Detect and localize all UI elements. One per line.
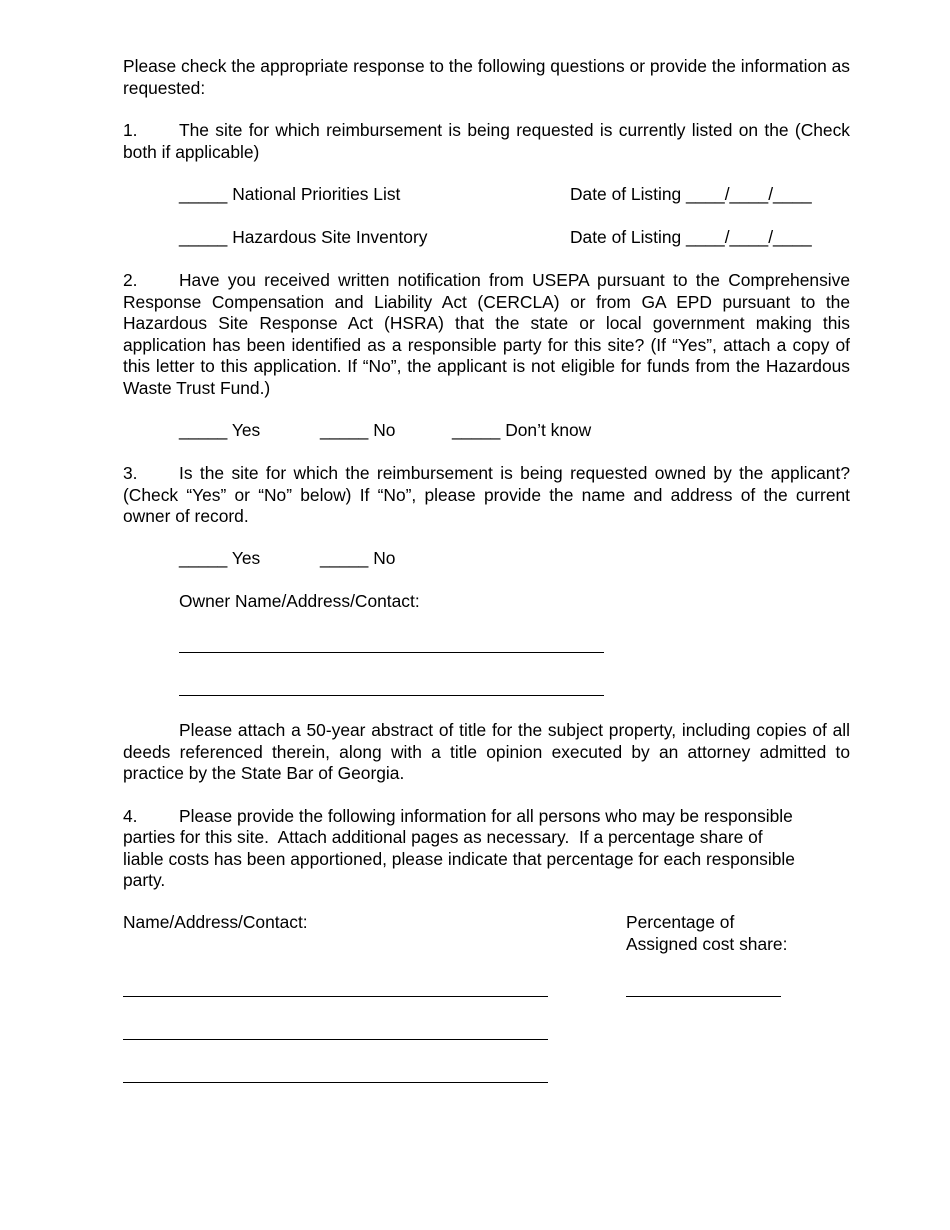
question-1-number: 1. — [123, 120, 138, 140]
question-1-text: The site for which reimbursement is being requested is currently listed on the (Check both if applicable) — [123, 120, 850, 162]
npl-date-field[interactable]: Date of Listing ____/____/____ — [570, 184, 812, 204]
question-1 — [123, 120, 850, 163]
npl-checkbox-line[interactable]: _____ National Priorities List — [179, 184, 401, 204]
name-address-label: Name/Address/Contact: — [123, 912, 308, 932]
percentage-label-1: Percentage of — [626, 912, 735, 932]
hsi-date-field[interactable]: Date of Listing ____/____/____ — [570, 227, 812, 247]
question-3 — [123, 463, 850, 528]
q2-dont-know-option[interactable]: _____ Don’t know — [452, 420, 592, 440]
question-3-text: Is the site for which the reimbursement is being requested owned by the applicant? (Check “Yes” or “No” below) If “No”, please provide the name and address of the current owner of record. — [123, 463, 850, 526]
hsi-checkbox-line[interactable]: _____ Hazardous Site Inventory — [179, 227, 428, 247]
responsible-party-line-1[interactable] — [123, 996, 548, 997]
responsible-party-line-2[interactable] — [123, 1039, 548, 1040]
question-4-line-3: liable costs has been apportioned, please indicate that percentage for each responsible — [123, 849, 795, 869]
percentage-label-2: Assigned cost share: — [626, 934, 788, 954]
q3-yes-option[interactable]: _____ Yes — [179, 548, 261, 568]
cost-share-line-1[interactable] — [626, 996, 781, 997]
question-4-line-1: 4. Please provide the following information for all persons who may be responsible — [123, 806, 793, 826]
title-abstract-note — [123, 720, 850, 785]
question-2 — [123, 270, 850, 399]
question-3-number: 3. — [123, 463, 138, 483]
question-4-line-2: parties for this site. Attach additional pages as necessary. If a percentage share of — [123, 827, 763, 847]
q3-no-option[interactable]: _____ No — [320, 548, 396, 568]
owner-label: Owner Name/Address/Contact: — [179, 591, 420, 611]
q2-yes-option[interactable]: _____ Yes — [179, 420, 261, 440]
owner-line-2[interactable] — [179, 695, 604, 696]
q2-no-option[interactable]: _____ No — [320, 420, 396, 440]
question-2-number: 2. — [123, 270, 138, 290]
title-abstract-text: Please attach a 50-year abstract of title for the subject property, including copies of all deeds referenced therein, along with a title opinion executed by an attorney admitted to practice by the State Bar of Georgia. — [123, 720, 850, 783]
responsible-party-line-3[interactable] — [123, 1082, 548, 1083]
question-4-number: 4. — [123, 806, 138, 826]
question-2-text: Have you received written notification from USEPA pursuant to the Comprehensive Response Compensation and Liability Act (CERCLA) or from GA EPD pursuant to the Hazardous Site Response Act (HSRA) that the state or local government making this application has been identified as a responsible party for this site? (If “Yes”, attach a copy of this letter to this application. If “No”, the applicant is not eligible for funds from the Hazardous Waste Trust Fund.) — [123, 270, 850, 398]
owner-line-1[interactable] — [179, 652, 604, 653]
intro-text: Please check the appropriate response to the following questions or provide the information as requested: — [123, 56, 850, 98]
question-4-line-4: party. — [123, 870, 166, 890]
